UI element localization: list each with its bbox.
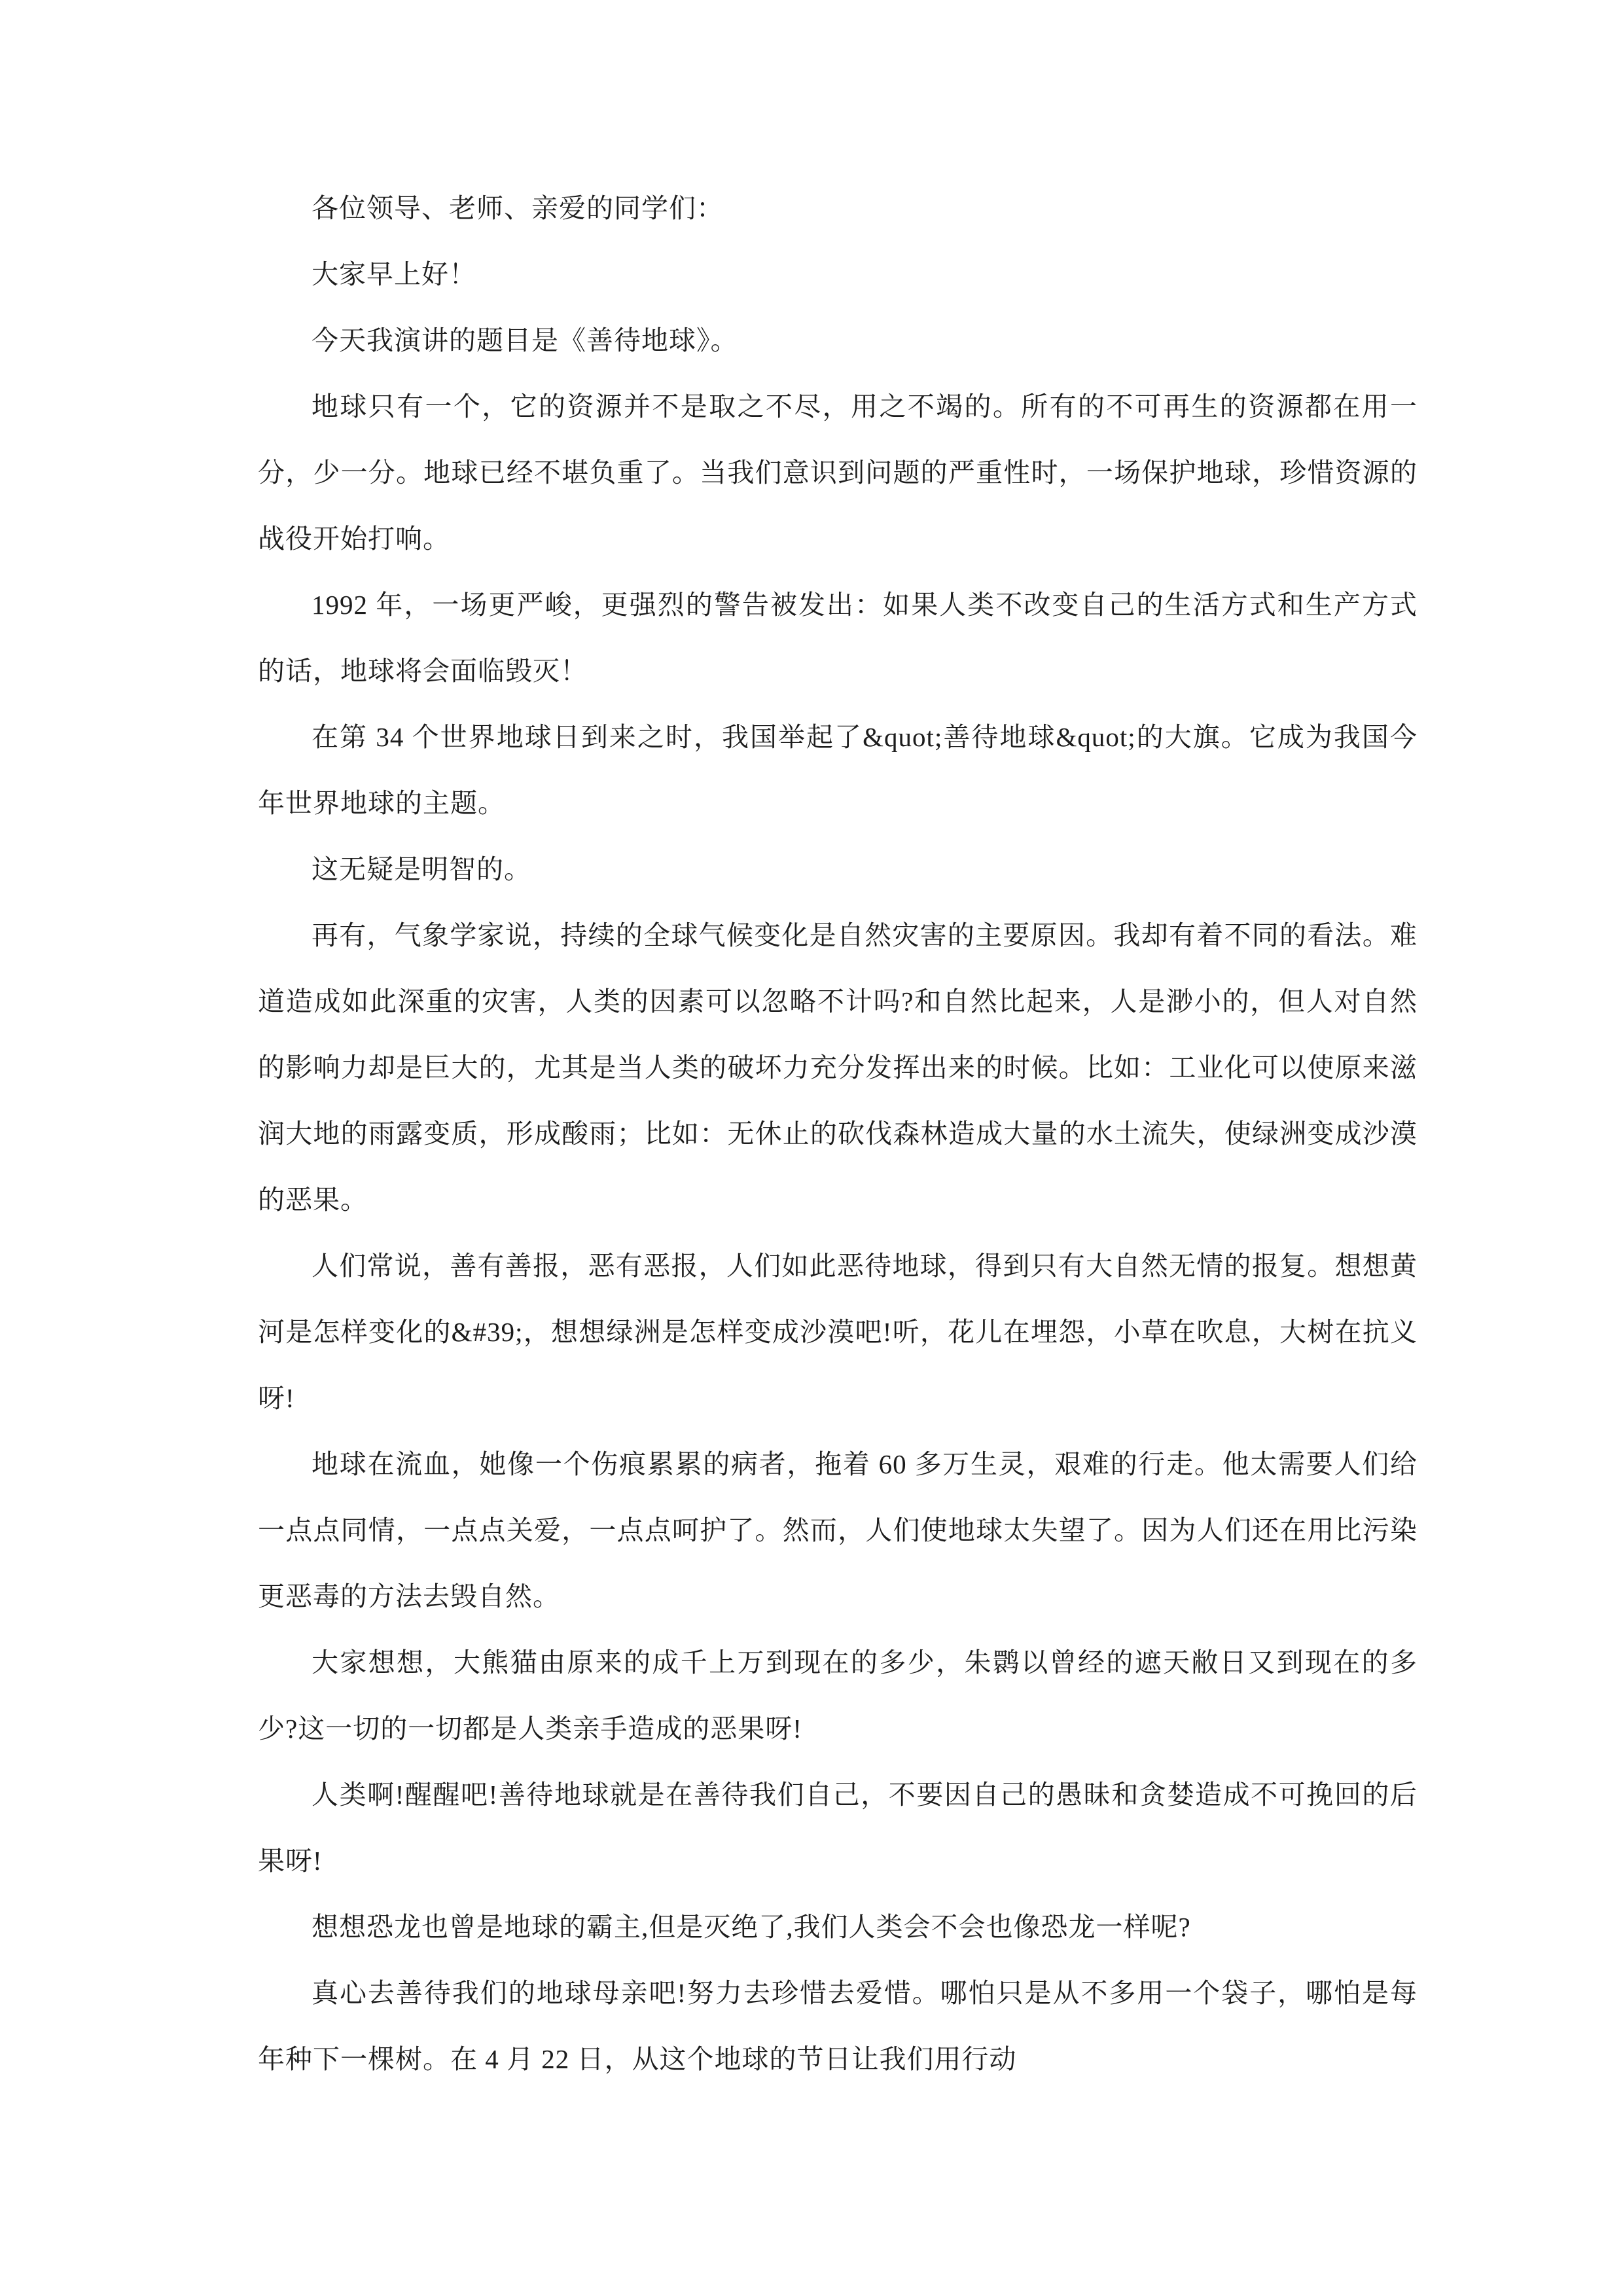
- paragraph: 人类啊!醒醒吧!善待地球就是在善待我们自己，不要因自己的愚昧和贪婪造成不可挽回的后果呀!: [258, 1780, 1418, 1876]
- paragraph: 真心去善待我们的地球母亲吧!努力去珍惜去爱惜。哪怕只是从不多用一个袋子，哪怕是每年种下一棵树。在 4 月 22 日，从这个地球的节日让我们用行动: [258, 1978, 1418, 2074]
- paragraph: 在第 34 个世界地球日到来之时，我国举起了&quot;善待地球&quot;的大旗。它成为我国今年世界地球的主题。: [258, 722, 1418, 818]
- paragraph-topic: 今天我演讲的题目是《善待地球》。: [312, 325, 738, 355]
- paragraph: 1992 年，一场更严峻，更强烈的警告被发出：如果人类不改变自己的生活方式和生产方式的话，地球将会面临毁灭！: [258, 590, 1418, 686]
- paragraph: 大家想想，大熊猫由原来的成千上万到现在的多少，朱鹮以曾经的遮天敝日又到现在的多少?这一切的一切都是人类亲手造成的恶果呀!: [258, 1647, 1418, 1744]
- paragraph: 再有，气象学家说，持续的全球气候变化是自然灾害的主要原因。我却有着不同的看法。难道造成如此深重的灾害，人类的因素可以忽略不计吗?和自然比起来，人是渺小的，但人对自然的影响力却是巨大的，尤其是当人类的破坏力充分发挥出来的时候。比如：工业化可以使原来滋润大地的雨露变质，形成酸雨；比如：无休止的砍伐森林造成大量的水土流失，使绿洲变成沙漠的恶果。: [258, 920, 1418, 1215]
- paragraph: 人们常说，善有善报，恶有恶报，人们如此恶待地球，得到只有大自然无情的报复。想想黄河是怎样变化的&#39;，想想绿洲是怎样变成沙漠吧!听，花儿在埋怨，小草在吹息，大树在抗义呀!: [258, 1251, 1418, 1413]
- paragraph: 这无疑是明智的。: [312, 854, 531, 884]
- document-body: [258, 175, 1418, 2092]
- paragraph-good-morning: 大家早上好！: [312, 259, 476, 289]
- paragraph: 地球只有一个，它的资源并不是取之不尽，用之不竭的。所有的不可再生的资源都在用一分，少一分。地球已经不堪负重了。当我们意识到问题的严重性时，一场保护地球，珍惜资源的战役开始打响。: [258, 391, 1418, 554]
- paragraph: 地球在流血，她像一个伤痕累累的病者，拖着 60 多万生灵，艰难的行走。他太需要人们给一点点同情，一点点关爱，一点点呵护了。然而，人们使地球太失望了。因为人们还在用比污染更恶毒的方法去毁自然。: [258, 1449, 1418, 1611]
- paragraph: 想想恐龙也曾是地球的霸主,但是灭绝了,我们人类会不会也像恐龙一样呢?: [312, 1912, 1191, 1942]
- paragraph-greeting: 各位领导、老师、亲爱的同学们：: [312, 193, 724, 223]
